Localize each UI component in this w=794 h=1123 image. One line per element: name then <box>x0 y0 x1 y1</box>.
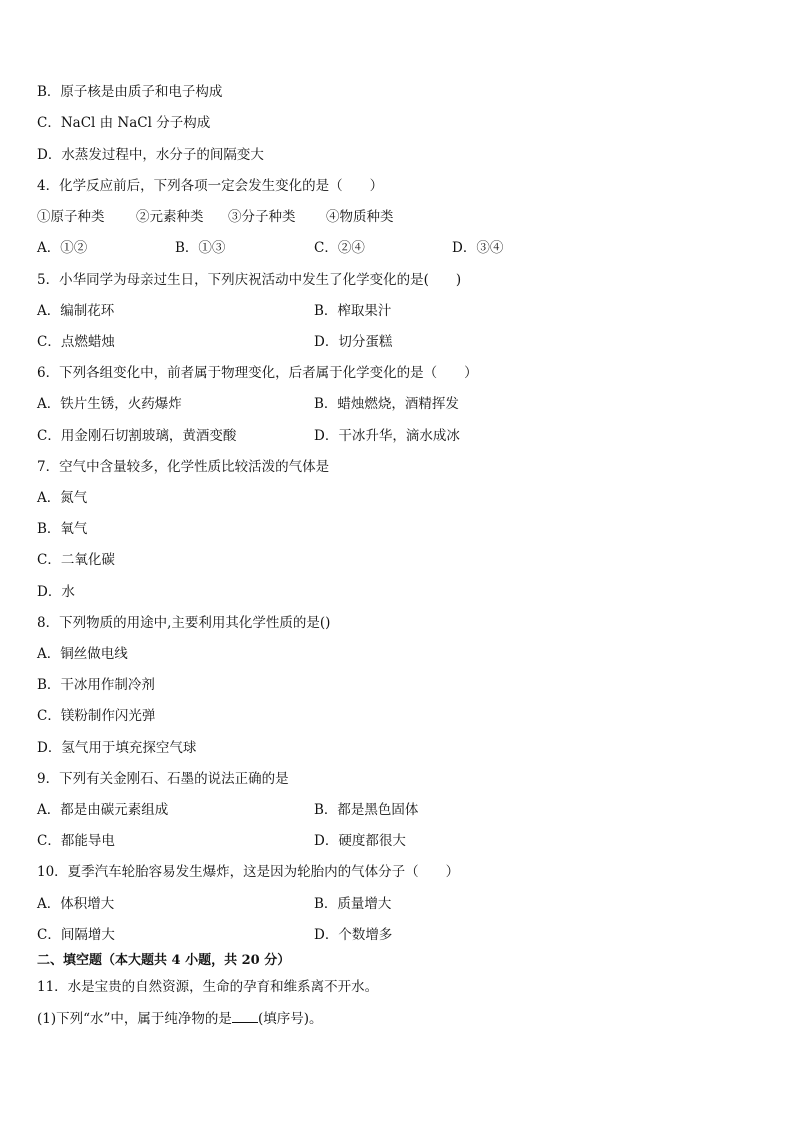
q4-item-4: ④物质种类 <box>326 209 394 225</box>
q4-option-b: B．①③ <box>175 240 226 256</box>
q4-item-1: ①原子种类 <box>37 209 105 225</box>
q8-stem: 8．下列物质的用途中,主要利用其化学性质的是() <box>37 615 331 631</box>
q10-option-c: C．间隔增大 <box>37 927 115 943</box>
q7-option-a: A．氮气 <box>37 490 88 506</box>
q5-option-b: B．榨取果汁 <box>314 303 392 319</box>
q5-stem: 5．小华同学为母亲过生日，下列庆祝活动中发生了化学变化的是( ) <box>37 272 462 288</box>
q9-option-c: C．都能导电 <box>37 833 115 849</box>
q4-option-d: D．③④ <box>452 240 504 256</box>
q11-stem: 11．水是宝贵的自然资源，生命的孕育和维系离不开水。 <box>37 979 379 995</box>
q9-option-d: D．硬度都很大 <box>314 833 406 849</box>
prev-option-c: C．NaCl 由 NaCl 分子构成 <box>37 115 211 131</box>
q6-stem: 6．下列各组变化中，前者属于物理变化，后者属于化学变化的是（ ） <box>37 365 478 381</box>
q8-option-d: D．氢气用于填充探空气球 <box>37 740 197 756</box>
q6-option-a: A．铁片生锈，火药爆炸 <box>37 396 182 412</box>
q6-option-b: B．蜡烛燃烧，酒精挥发 <box>314 396 459 412</box>
q7-stem: 7．空气中含量较多，化学性质比较活泼的气体是 <box>37 459 330 475</box>
prev-option-d: D．水蒸发过程中，水分子的间隔变大 <box>37 147 264 163</box>
q11-sub1-suffix: (填序号)。 <box>257 1011 323 1027</box>
q8-option-a: A．铜丝做电线 <box>37 646 128 662</box>
q11-sub1-answer-blank[interactable] <box>232 1010 258 1023</box>
q4-option-a: A．①② <box>37 240 88 256</box>
q7-option-c: C．二氧化碳 <box>37 552 115 568</box>
q10-stem: 10．夏季汽车轮胎容易发生爆炸，这是因为轮胎内的气体分子（ ） <box>37 864 460 880</box>
q4-option-c: C．②④ <box>314 240 365 256</box>
section-2-heading: 二、填空题（本大题共 4 小题，共 20 分） <box>37 953 291 968</box>
q10-option-b: B．质量增大 <box>314 896 392 912</box>
q10-option-d: D．个数增多 <box>314 927 393 943</box>
prev-option-b: B．原子核是由质子和电子构成 <box>37 84 223 100</box>
q10-option-a: A．体积增大 <box>37 896 115 912</box>
q5-option-c: C．点燃蜡烛 <box>37 334 115 350</box>
q4-item-3: ③分子种类 <box>228 209 296 225</box>
q6-option-d: D．干冰升华，滴水成冰 <box>314 428 460 444</box>
q6-option-c: C．用金刚石切割玻璃，黄酒变酸 <box>37 428 237 444</box>
q4-stem: 4．化学反应前后，下列各项一定会发生变化的是（ ） <box>37 178 384 194</box>
q9-option-b: B．都是黑色固体 <box>314 802 419 818</box>
q5-option-a: A．编制花环 <box>37 303 115 319</box>
q7-option-b: B．氧气 <box>37 521 88 537</box>
q11-sub1-text: (1)下列“水”中，属于纯净物的是 <box>37 1011 232 1027</box>
q4-item-2: ②元素种类 <box>136 209 204 225</box>
q9-stem: 9．下列有关金刚石、石墨的说法正确的是 <box>37 771 289 787</box>
q11-sub1 <box>37 1010 322 1028</box>
q8-option-c: C．镁粉制作闪光弹 <box>37 708 156 724</box>
q8-option-b: B．干冰用作制冷剂 <box>37 677 155 693</box>
q7-option-d: D．水 <box>37 584 75 600</box>
q9-option-a: A．都是由碳元素组成 <box>37 802 169 818</box>
q5-option-d: D．切分蛋糕 <box>314 334 393 350</box>
